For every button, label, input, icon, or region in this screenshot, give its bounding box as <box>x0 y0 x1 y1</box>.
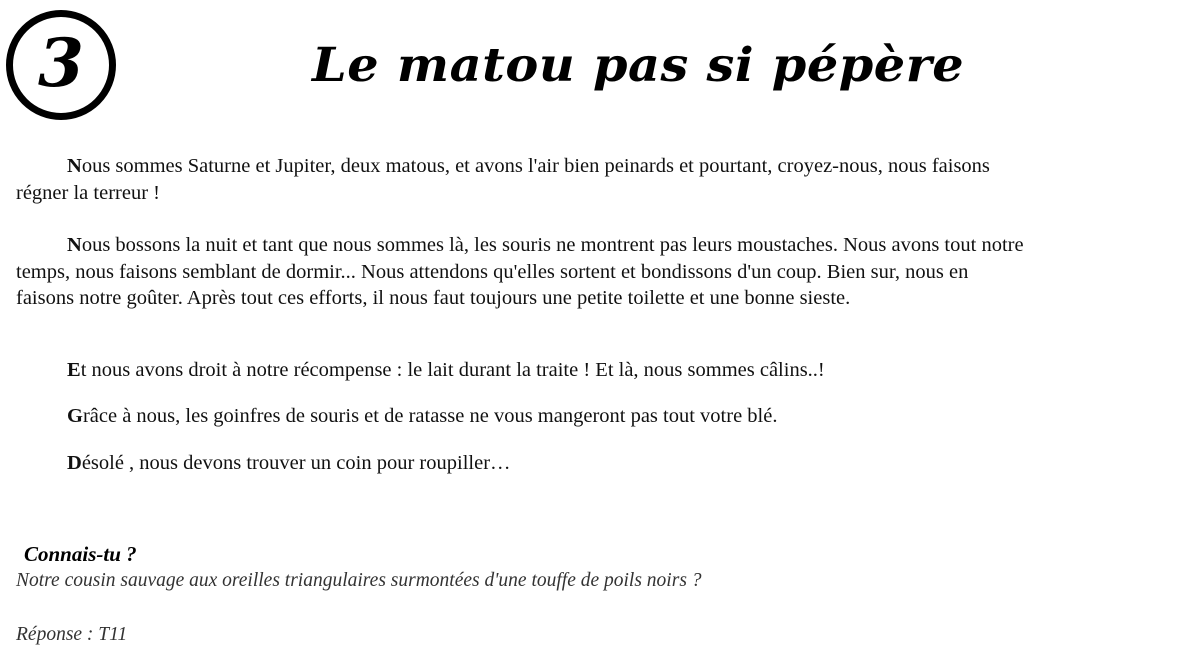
paragraph-text: ésolé , nous devons trouver un coin pour roupiller… <box>81 452 511 474</box>
page-title: Le matou pas si pépère <box>312 38 965 93</box>
quiz-question: Notre cousin sauvage aux oreilles triangulaires surmontées d'une touffe de poils noirs ? <box>16 570 702 591</box>
paragraph <box>16 403 1026 430</box>
paragraph <box>16 450 1026 477</box>
paragraph <box>16 232 1026 312</box>
paragraph-lead-letter: N <box>67 234 82 256</box>
paragraph <box>16 357 1026 384</box>
paragraph <box>16 153 1026 206</box>
quiz-answer: Réponse : T11 <box>16 624 128 645</box>
paragraph-text: ous sommes Saturne et Jupiter, deux matous, et avons l'air bien peinards et pourtant, croyez-nous, nous faisons régner la terreur ! <box>16 155 990 204</box>
page-number-badge <box>6 10 116 120</box>
paragraph-lead-letter: D <box>67 452 82 474</box>
paragraph-lead-letter: N <box>67 155 82 177</box>
paragraph-lead-letter: G <box>67 405 83 427</box>
paragraph-lead-letter: E <box>67 359 81 381</box>
paragraph-text: ous bossons la nuit et tant que nous sommes là, les souris ne montrent pas leurs moustaches. Nous avons tout notre temps, nous faisons semblant de dormir... Nous attendons qu'elles sortent et bondissons d'un coup. Bien sur, nous en faisons notre goûter. Après tout ces efforts, il nous faut toujours une petite toilette et une bonne sieste. <box>16 234 1024 309</box>
quiz-heading: Connais-tu ? <box>24 542 137 566</box>
page-number: 3 <box>38 24 84 102</box>
paragraph-text: t nous avons droit à notre récompense : le lait durant la traite ! Et là, nous sommes câlins..! <box>80 359 825 381</box>
paragraph-text: râce à nous, les goinfres de souris et de ratasse ne vous mangeront pas tout votre blé. <box>82 405 778 427</box>
